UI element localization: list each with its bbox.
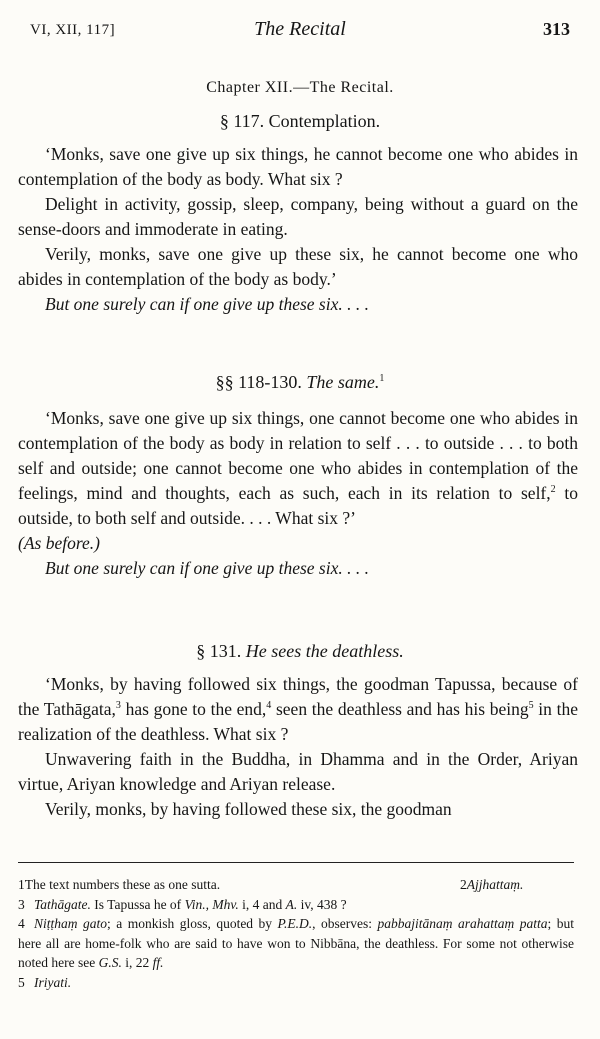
text-run: ‘Monks, by having followed six things, the goodman Tapussa, because of the Tathāgata, [18, 674, 578, 719]
text-run: , observes: [312, 916, 378, 931]
section-117-body [18, 142, 578, 317]
text-run: pabbajitānaṃ arahattaṃ patta [377, 916, 548, 931]
footnote [18, 914, 574, 973]
footnote-number: 1 [18, 877, 25, 892]
section-heading-number: §§ 118-130. [215, 372, 302, 392]
section-heading-number: § 131. [196, 641, 242, 661]
text-run: seen the deathless and has his being [271, 699, 529, 719]
paragraph: Delight in activity, gossip, sleep, company, being without a guard on the sense-doors and immoderate in eating. [18, 194, 578, 239]
section-118-130-body [18, 406, 578, 581]
paragraph: ‘Monks, save one give up six things, he cannot become one who abides in contemplation of the body as body. What six ? [18, 144, 578, 189]
text-run: Tathāgate. [34, 896, 91, 912]
paragraph: Verily, monks, save one give up these six, he cannot become one who abides in contemplation of the body as body.’ [18, 244, 578, 289]
paragraph: Verily, monks, by having followed these six, the goodman [45, 799, 452, 819]
section-heading-italic: He sees the deathless. [245, 641, 404, 661]
footnote-ref: 5 [528, 700, 534, 712]
text-run: Is Tapussa he of [90, 896, 185, 912]
section-reference: VI, XII, 117] [30, 22, 116, 38]
section-heading-131 [0, 641, 600, 662]
paragraph [18, 406, 578, 531]
footnote [18, 895, 574, 915]
paragraph: But one surely can if one give up these six. . . . [45, 294, 369, 314]
text-run: in the realization of the deathless. What six ? [18, 699, 578, 744]
footnote-text: The text numbers these as one sutta. [24, 877, 221, 892]
paragraph: Unwavering faith in the Buddha, in Dhamma and in the Order, Ariyan virtue, Ariyan knowledge and Ariyan release. [18, 749, 578, 794]
footnote [18, 973, 574, 993]
footnote-ref: 1 [379, 373, 385, 384]
page-number: 313 [543, 19, 570, 39]
footnote-number: 4 [18, 916, 25, 931]
text-run: ‘Monks, save one give up six things, one cannot become one who abides in contemplation of the body as body in relation to self . . . to outside . . . to both self and outside; one cannot become one who abides in contemplation of the feelings, mind and thoughts, each as such, each in its relation to self, [18, 408, 578, 503]
text-run: ff. [152, 955, 164, 970]
text-run: to outside, to both self and outside. . . . What six ?’ [18, 483, 579, 528]
text-run: ; a monkish gloss, quoted by [107, 916, 278, 931]
text-run: iv, 438 ? [297, 896, 347, 912]
footnote-number: 3 [18, 896, 25, 912]
running-title: The Recital [254, 18, 346, 40]
section-heading-117-text: § 117. Contemplation. [219, 111, 381, 131]
footnote-ref: 3 [115, 700, 121, 712]
section-heading-italic: The same. [306, 372, 380, 392]
text-run: G.S. [98, 955, 122, 970]
text-run: i, 4 and [238, 896, 286, 912]
footnote-ref: 4 [266, 700, 272, 712]
footnote-text: Iriyati. [34, 974, 72, 990]
paragraph [18, 672, 578, 747]
running-header [30, 18, 570, 44]
footnote-number: 5 [18, 974, 25, 990]
section-heading-118-130 [0, 372, 600, 393]
section-heading-117 [0, 111, 600, 132]
chapter-heading: Chapter XII.—The Recital. [206, 79, 394, 96]
text-run: Vin., Mhv. [184, 896, 239, 912]
section-131-body [18, 672, 578, 822]
text-run: ; but here all are home-folk who are said to have won to Nibbāna, the deathless. For some not otherwise noted here see [18, 916, 574, 970]
text-run: Niṭṭhaṃ gato [34, 916, 107, 931]
footnote-text: Ajjhattaṃ. [466, 877, 524, 892]
footnotes [18, 875, 574, 992]
paragraph: But one surely can if one give up these six. . . . [45, 558, 369, 578]
footnote-divider [18, 862, 574, 863]
text-run: A. [285, 896, 298, 912]
footnote-row [18, 875, 574, 895]
footnote-number: 2 [460, 877, 467, 892]
text-run: i, 22 [121, 955, 153, 970]
text-run: P.E.D. [277, 916, 313, 931]
paragraph: (As before.) [18, 533, 100, 553]
footnote-ref: 2 [550, 484, 556, 496]
text-run: has gone to the end, [120, 699, 267, 719]
